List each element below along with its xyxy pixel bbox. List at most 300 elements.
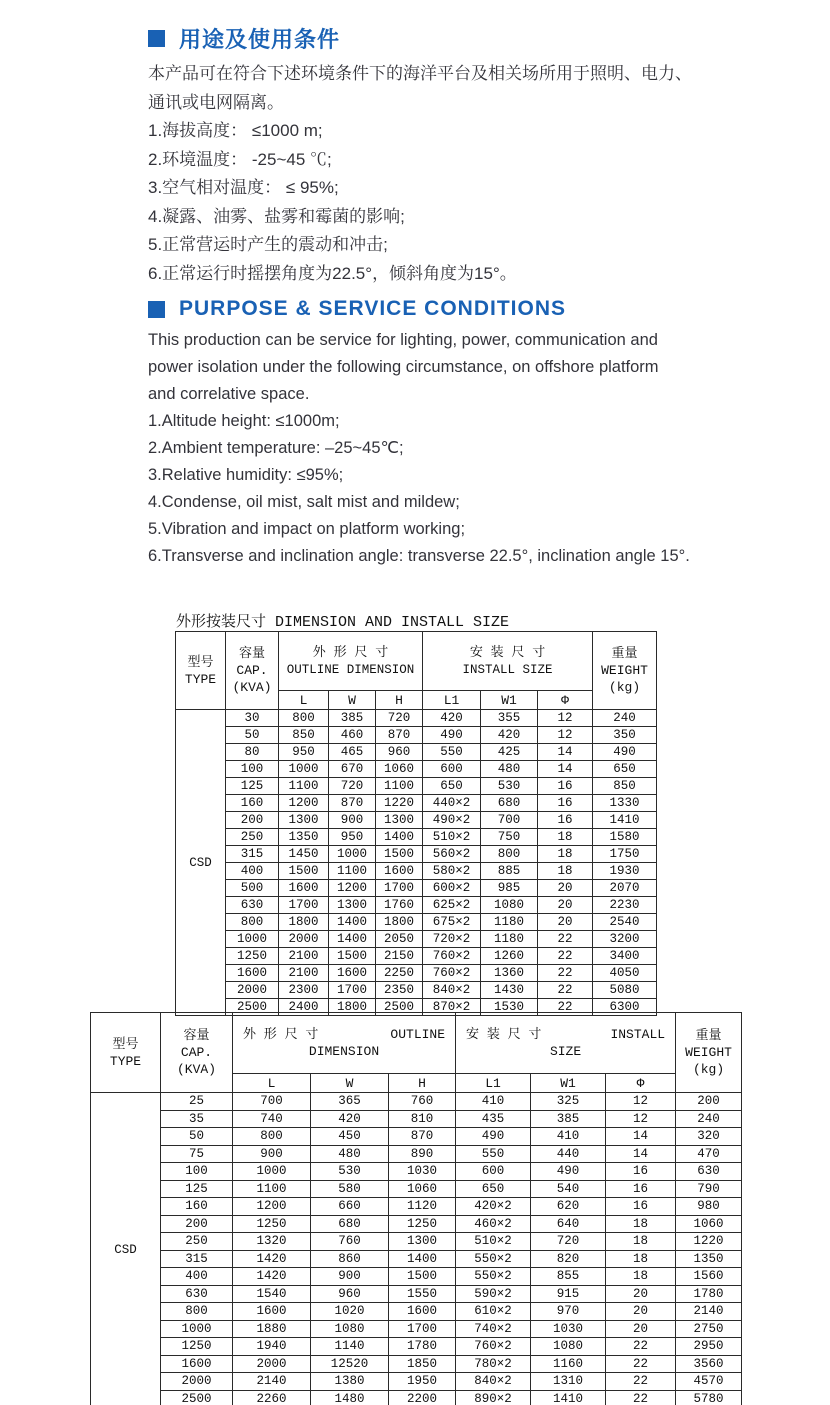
cell: 1360 [481, 965, 538, 982]
cell: 2500 [376, 999, 423, 1016]
cell: 12 [538, 727, 593, 744]
cell: 1700 [389, 1320, 456, 1338]
cell: 1000 [226, 931, 279, 948]
table2-header-row [91, 1013, 742, 1074]
cell: 1300 [376, 812, 423, 829]
table1-header-row [176, 632, 657, 691]
cell: 1880 [233, 1320, 311, 1338]
cell: 440×2 [423, 795, 481, 812]
cell: 320 [676, 1128, 742, 1146]
cell: 720 [329, 778, 376, 795]
cell: 2500 [161, 1390, 233, 1405]
cell: 2100 [279, 965, 329, 982]
cell: 1400 [376, 829, 423, 846]
table-row [176, 744, 657, 761]
cell: 5080 [593, 982, 657, 999]
cell: 855 [531, 1268, 606, 1286]
section-en-list [148, 408, 768, 570]
cell: 1430 [481, 982, 538, 999]
list-item: 2.Ambient temperature: –25~45℃; [148, 439, 404, 457]
cell: 760×2 [423, 948, 481, 965]
col-header-H: H [376, 691, 423, 710]
cell: 16 [606, 1163, 676, 1181]
col-header-W: W [329, 691, 376, 710]
cell: 22 [538, 982, 593, 999]
cell: 125 [161, 1180, 233, 1198]
cell: 1300 [279, 812, 329, 829]
cell: 6300 [593, 999, 657, 1016]
cell: 18 [606, 1215, 676, 1233]
intro-line: power isolation under the following circumstance, on offshore platform [148, 358, 659, 376]
cell: 18 [538, 863, 593, 880]
cell: 14 [606, 1145, 676, 1163]
cell: 1220 [676, 1233, 742, 1251]
table-row [91, 1355, 742, 1373]
cell: 530 [481, 778, 538, 795]
cell: 1780 [676, 1285, 742, 1303]
dimension-table-2 [90, 1012, 742, 1405]
section-en-title: PURPOSE & SERVICE CONDITIONS [179, 297, 567, 320]
cell: 670 [329, 761, 376, 778]
list-item: 2.环境温度： -25~45 ℃; [148, 149, 332, 169]
cell: 1250 [226, 948, 279, 965]
cell: 1940 [233, 1338, 311, 1356]
table-row [91, 1128, 742, 1146]
table-row [91, 1093, 742, 1111]
cell: 1030 [531, 1320, 606, 1338]
cell: 315 [226, 846, 279, 863]
cell: 435 [456, 1110, 531, 1128]
section-en-body [148, 327, 768, 570]
cell: 1700 [329, 982, 376, 999]
cell: 460×2 [456, 1215, 531, 1233]
cell: 22 [606, 1373, 676, 1391]
cell: 2350 [376, 982, 423, 999]
col-header-H: H [389, 1074, 456, 1093]
table-row [91, 1338, 742, 1356]
cell: 840×2 [423, 982, 481, 999]
cell: 720 [531, 1233, 606, 1251]
cell: 780×2 [456, 1355, 531, 1373]
cell: 700 [481, 812, 538, 829]
cell: 1310 [531, 1373, 606, 1391]
cell: 100 [226, 761, 279, 778]
cell: 510×2 [423, 829, 481, 846]
cell: 820 [531, 1250, 606, 1268]
cell: 16 [606, 1198, 676, 1216]
cell: 800 [481, 846, 538, 863]
cell: 14 [538, 761, 593, 778]
cell: 885 [481, 863, 538, 880]
col-header-install: 安 装 尺 寸 INSTALL SIZE [423, 632, 593, 691]
cell: 1600 [161, 1355, 233, 1373]
col-header-W1: W1 [481, 691, 538, 710]
cell: 420×2 [456, 1198, 531, 1216]
cell: 14 [606, 1128, 676, 1146]
cell: 1700 [279, 897, 329, 914]
cell: 2150 [376, 948, 423, 965]
cell: 2260 [233, 1390, 311, 1405]
col-header-W1: W1 [531, 1074, 606, 1093]
cell: 1600 [279, 880, 329, 897]
col-header-weight: 重量 WEIGHT (kg) [593, 632, 657, 710]
cell: 2000 [279, 931, 329, 948]
cell: 650 [593, 761, 657, 778]
cell: 22 [606, 1338, 676, 1356]
cell: 2140 [676, 1303, 742, 1321]
section-cn-intro [148, 59, 748, 117]
cell: 25 [161, 1093, 233, 1111]
cell: 1600 [376, 863, 423, 880]
cell: 450 [311, 1128, 389, 1146]
cell: 1400 [329, 931, 376, 948]
cell: 860 [311, 1250, 389, 1268]
cell: 580×2 [423, 863, 481, 880]
list-item: 1.Altitude height: ≤1000m; [148, 412, 340, 430]
cell: 200 [161, 1215, 233, 1233]
cell: 1060 [676, 1215, 742, 1233]
cell: 2100 [279, 948, 329, 965]
section-en-intro [148, 327, 768, 408]
cell: 1060 [376, 761, 423, 778]
cell: 1800 [329, 999, 376, 1016]
bullet-square-icon [148, 301, 165, 318]
table-row [91, 1163, 742, 1181]
cell: 630 [676, 1163, 742, 1181]
cell: 550×2 [456, 1250, 531, 1268]
cell: 1220 [376, 795, 423, 812]
list-item: 6.Transverse and inclination angle: transverse 22.5°, inclination angle 15°. [148, 547, 690, 565]
cell: 660 [311, 1198, 389, 1216]
cell: 900 [233, 1145, 311, 1163]
list-item: 5.Vibration and impact on platform working; [148, 520, 466, 538]
cell: 2000 [226, 982, 279, 999]
cell: 14 [538, 744, 593, 761]
cell: 490 [456, 1128, 531, 1146]
cell: 385 [329, 710, 376, 727]
cell: 1250 [161, 1338, 233, 1356]
col-header-L: L [279, 691, 329, 710]
cell: 1530 [481, 999, 538, 1016]
cell: 2750 [676, 1320, 742, 1338]
cell: 2050 [376, 931, 423, 948]
cell: 490×2 [423, 812, 481, 829]
cell: 1700 [376, 880, 423, 897]
cell: 22 [538, 931, 593, 948]
cell: 980 [676, 1198, 742, 1216]
cell: 680 [311, 1215, 389, 1233]
table1-title: 外形按装尺寸 DIMENSION AND INSTALL SIZE [176, 614, 510, 631]
cell: 30 [226, 710, 279, 727]
table-row [176, 727, 657, 744]
cell: 2140 [233, 1373, 311, 1391]
cell: 2500 [226, 999, 279, 1016]
table-row [91, 1198, 742, 1216]
cell: 960 [311, 1285, 389, 1303]
cell: 760 [389, 1093, 456, 1111]
list-item: 5.正常营运时产生的震动和冲击; [148, 235, 388, 254]
cell: 1330 [593, 795, 657, 812]
dimension-table-1 [175, 631, 657, 1016]
cell: 1100 [233, 1180, 311, 1198]
cell: 1250 [389, 1215, 456, 1233]
cell: 870 [376, 727, 423, 744]
col-header-type: 型号 TYPE [91, 1013, 161, 1093]
cell: 540 [531, 1180, 606, 1198]
section-en-heading [148, 297, 566, 321]
cell: 1950 [389, 1373, 456, 1391]
list-item: 4.Condense, oil mist, salt mist and mildew; [148, 493, 460, 511]
cell: 470 [676, 1145, 742, 1163]
cell: 1060 [389, 1180, 456, 1198]
cell: 350 [593, 727, 657, 744]
cell: 1300 [389, 1233, 456, 1251]
table-row [176, 710, 657, 727]
cell: 740 [233, 1110, 311, 1128]
section-cn-body [148, 59, 748, 288]
cell: 200 [226, 812, 279, 829]
cell: 5780 [676, 1390, 742, 1405]
cell: 1800 [376, 914, 423, 931]
table-row [176, 778, 657, 795]
cell: 500 [226, 880, 279, 897]
table-row [91, 1250, 742, 1268]
cell: 240 [593, 710, 657, 727]
section-cn-list [148, 117, 748, 288]
cell: 800 [226, 914, 279, 931]
table-row [91, 1390, 742, 1405]
cell: 1450 [279, 846, 329, 863]
cell: 16 [538, 812, 593, 829]
cell: 1200 [233, 1198, 311, 1216]
cell: 2070 [593, 880, 657, 897]
cell: 1560 [676, 1268, 742, 1286]
cell: 950 [279, 744, 329, 761]
cell: 1080 [481, 897, 538, 914]
cell: 460 [329, 727, 376, 744]
cell: 16 [538, 778, 593, 795]
cell: 2000 [233, 1355, 311, 1373]
cell: 1120 [389, 1198, 456, 1216]
cell: 2540 [593, 914, 657, 931]
cell: 80 [226, 744, 279, 761]
cell: 1030 [389, 1163, 456, 1181]
cell: 420 [481, 727, 538, 744]
cell: 2230 [593, 897, 657, 914]
cell: 650 [423, 778, 481, 795]
cell: 1600 [226, 965, 279, 982]
cell: 750 [481, 829, 538, 846]
cell: 1480 [311, 1390, 389, 1405]
cell: 420 [311, 1110, 389, 1128]
table-row [176, 761, 657, 778]
cell: 365 [311, 1093, 389, 1111]
cell: 590×2 [456, 1285, 531, 1303]
cell: 1600 [233, 1303, 311, 1321]
col-header-L: L [233, 1074, 311, 1093]
cell: 18 [606, 1250, 676, 1268]
col-header-weight: 重量 WEIGHT (kg) [676, 1013, 742, 1093]
cell: 160 [226, 795, 279, 812]
list-item: 3.Relative humidity: ≤95%; [148, 466, 344, 484]
cell: 1260 [481, 948, 538, 965]
table-row [176, 829, 657, 846]
cell: 22 [538, 965, 593, 982]
cell: 2250 [376, 965, 423, 982]
cell: 1780 [389, 1338, 456, 1356]
cell: 12520 [311, 1355, 389, 1373]
cell: 1580 [593, 829, 657, 846]
cell: 560×2 [423, 846, 481, 863]
col-header-L1: L1 [456, 1074, 531, 1093]
cell: 4570 [676, 1373, 742, 1391]
cell: 1350 [676, 1250, 742, 1268]
col-header-outline: 外 形 尺 寸 OUTLINE DIMENSION [233, 1013, 456, 1074]
table-row [91, 1233, 742, 1251]
cell: 20 [538, 914, 593, 931]
cell: 12 [538, 710, 593, 727]
table-row [176, 812, 657, 829]
cell: 1180 [481, 931, 538, 948]
cell: 3200 [593, 931, 657, 948]
cell: 850 [279, 727, 329, 744]
cell: 550 [423, 744, 481, 761]
bullet-square-icon [148, 30, 165, 47]
table-row [91, 1320, 742, 1338]
cell: 440 [531, 1145, 606, 1163]
cell: 3560 [676, 1355, 742, 1373]
cell: 640 [531, 1215, 606, 1233]
table-row [176, 880, 657, 897]
cell: 870 [389, 1128, 456, 1146]
cell: 1500 [279, 863, 329, 880]
cell: 325 [531, 1093, 606, 1111]
cell: 760×2 [456, 1338, 531, 1356]
table-row [176, 914, 657, 931]
cell: 610×2 [456, 1303, 531, 1321]
cell: 2200 [389, 1390, 456, 1405]
cell: 1930 [593, 863, 657, 880]
cell: 900 [329, 812, 376, 829]
cell: 960 [376, 744, 423, 761]
table-row [91, 1145, 742, 1163]
intro-line: 本产品可在符合下述环境条件下的海洋平台及相关场所用于照明、电力、 [148, 64, 692, 83]
cell: 1000 [279, 761, 329, 778]
cell: 20 [538, 897, 593, 914]
cell: 720 [376, 710, 423, 727]
cell: 410 [531, 1128, 606, 1146]
cell: 3400 [593, 948, 657, 965]
table-row [176, 795, 657, 812]
intro-line: 通讯或电网隔离。 [148, 93, 284, 112]
cell: 1140 [311, 1338, 389, 1356]
table-row [176, 982, 657, 999]
type-cell: CSD [176, 710, 226, 1016]
cell: 2400 [279, 999, 329, 1016]
cell: 20 [606, 1320, 676, 1338]
cell: 760×2 [423, 965, 481, 982]
cell: 425 [481, 744, 538, 761]
cell: 315 [161, 1250, 233, 1268]
cell: 600×2 [423, 880, 481, 897]
cell: 1800 [279, 914, 329, 931]
cell: 620 [531, 1198, 606, 1216]
cell: 1410 [593, 812, 657, 829]
cell: 490 [593, 744, 657, 761]
list-item: 3.空气相对温度： ≤ 95%; [148, 178, 339, 197]
cell: 1020 [311, 1303, 389, 1321]
list-item: 1.海拔高度： ≤1000 m; [148, 121, 323, 140]
cell: 950 [329, 829, 376, 846]
cell: 720×2 [423, 931, 481, 948]
cell: 1400 [389, 1250, 456, 1268]
cell: 20 [606, 1285, 676, 1303]
intro-line: and correlative space. [148, 385, 310, 403]
section-cn-heading [148, 23, 340, 54]
col-header-L1: L1 [423, 691, 481, 710]
cell: 1250 [233, 1215, 311, 1233]
cell: 1350 [279, 829, 329, 846]
cell: 1080 [311, 1320, 389, 1338]
cell: 1540 [233, 1285, 311, 1303]
cell: 985 [481, 880, 538, 897]
cell: 18 [538, 846, 593, 863]
table-row [91, 1285, 742, 1303]
cell: 400 [161, 1268, 233, 1286]
cell: 18 [606, 1268, 676, 1286]
cell: 850 [593, 778, 657, 795]
cell: 900 [311, 1268, 389, 1286]
col-header-W: W [311, 1074, 389, 1093]
cell: 760 [311, 1233, 389, 1251]
intro-line: This production can be service for lighting, power, communication and [148, 331, 658, 349]
cell: 1760 [376, 897, 423, 914]
table-row [91, 1268, 742, 1286]
cell: 915 [531, 1285, 606, 1303]
cell: 600 [423, 761, 481, 778]
cell: 50 [226, 727, 279, 744]
cell: 600 [456, 1163, 531, 1181]
cell: 50 [161, 1128, 233, 1146]
cell: 630 [226, 897, 279, 914]
table-row [91, 1180, 742, 1198]
table-row [176, 948, 657, 965]
cell: 1380 [311, 1373, 389, 1391]
cell: 200 [676, 1093, 742, 1111]
table-row [91, 1110, 742, 1128]
cell: 2300 [279, 982, 329, 999]
cell: 630 [161, 1285, 233, 1303]
cell: 1750 [593, 846, 657, 863]
type-cell: CSD [91, 1093, 161, 1405]
cell: 580 [311, 1180, 389, 1198]
cell: 740×2 [456, 1320, 531, 1338]
table-row [91, 1215, 742, 1233]
cell: 700 [233, 1093, 311, 1111]
table-row [176, 965, 657, 982]
cell: 490 [531, 1163, 606, 1181]
list-item: 4.凝露、油雾、盐雾和霉菌的影响; [148, 206, 405, 226]
cell: 870 [329, 795, 376, 812]
cell: 75 [161, 1145, 233, 1163]
cell: 22 [538, 999, 593, 1016]
table-row [176, 897, 657, 914]
cell: 675×2 [423, 914, 481, 931]
cell: 790 [676, 1180, 742, 1198]
cell: 240 [676, 1110, 742, 1128]
cell: 20 [606, 1303, 676, 1321]
cell: 870×2 [423, 999, 481, 1016]
